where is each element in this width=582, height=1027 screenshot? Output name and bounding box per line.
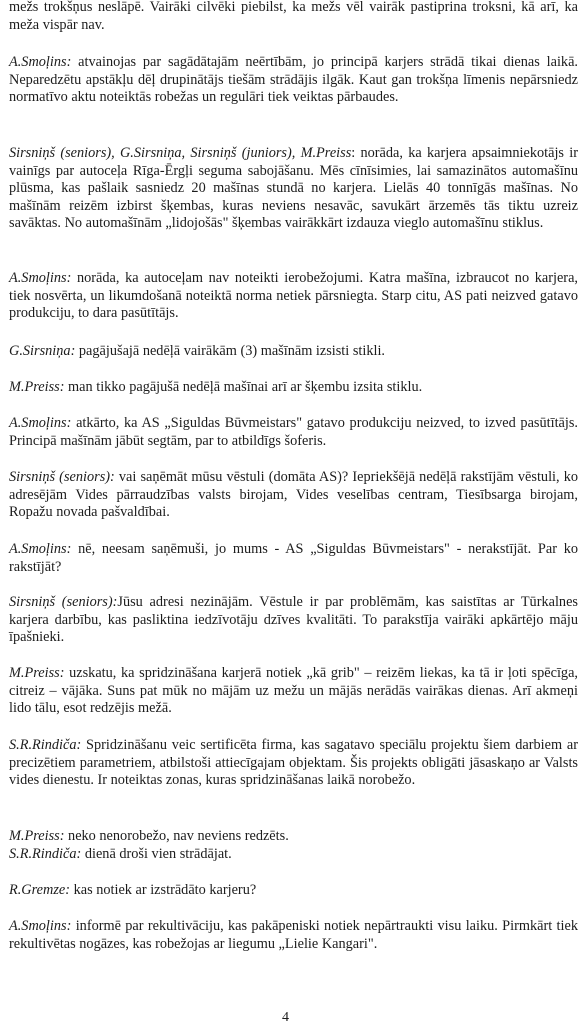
- speaker-name: S.R.Rindiča:: [9, 737, 82, 753]
- paragraph-7: [9, 415, 578, 450]
- paragraph-13: [9, 828, 578, 846]
- paragraph-text: man tikko pagājušā nedēļā mašīnai arī ar šķembu izsita stiklu.: [64, 379, 423, 395]
- paragraph-text: Spridzināšanu veic sertificēta firma, kas sagatavo speciālu projektu šiem darbiem ar precizētiem parametriem, atbilstoši attiecīgajam objektam. Šis projekts obligāti jāsaskaņo ar Valsts vides dienestu. Ir noteiktas zonas, kuras spridzināšanas laikā norobežo.: [9, 737, 578, 789]
- paragraph-16: [9, 918, 578, 953]
- speaker-name: A.Smoļins:: [9, 415, 72, 431]
- page-number: 4: [282, 1010, 289, 1025]
- paragraph-text: Jūsu adresi nezinājām. Vēstule ir par problēmām, kas saistītas ar Tūrkalnes karjera darbību, kas pasliktina iedzīvotāju dzīves kvalitāti. To parakstīja vairāki apkārtējo māju īpašnieki.: [9, 594, 578, 646]
- paragraph-text: mežs trokšņus neslāpē. Vairāki cilvēki piebilst, ka mežs vēl vairāk pastiprina troksni, kā arī, ka meža vispār nav.: [9, 0, 578, 33]
- paragraph-text: nē, neesam saņēmuši, jo mums - AS „Siguldas Būvmeistars" - nerakstījāt. Par ko rakstījāt?: [9, 541, 578, 575]
- paragraph-text: vai saņēmāt mūsu vēstuli (domāta AS)? Iepriekšējā nedēļā rakstījām vēstuli, ko adresējām Vides pārraudzības valsts birojam, Vides veselības centram, Tiesībsarga birojam, Ropažu novada pašvaldībai.: [9, 469, 578, 521]
- speaker-name: A.Smoļins:: [9, 541, 72, 557]
- speaker-name: G.Sirsniņa:: [9, 343, 76, 359]
- paragraph-3: [9, 145, 578, 233]
- paragraph-9: [9, 541, 578, 576]
- speaker-name: R.Gremze:: [9, 882, 71, 898]
- paragraph-text: atkārto, ka AS „Siguldas Būvmeistars" gatavo produkciju neizved, to izved pasūtītājs. Principā mašīnām jābūt segtām, par to atbildīgs šoferis.: [9, 415, 578, 449]
- paragraph-text: uzskatu, ka spridzināšana karjerā notiek „kā grib" – reizēm liekas, ka tā ir ļoti spēcīga, citreiz – vājāka. Suns pat mūk no mājām uz mežu un mājās nerādās vairākas dienas. Arī akmeņi lido tālu, esot redzējis mežā.: [9, 665, 578, 717]
- paragraph-8: [9, 469, 578, 522]
- paragraph-text: : norāda, ka karjera apsaimniekotājs ir vainīgs par autoceļa Rīga-Ērgļi seguma sabojāšanu. Mēs cīnīsimies, lai samazinātos automašīnu plūsma, kas pašlaik sasniedz 20 mašīnas stundā no karjera. Lielās 40 tonnīgās mašīnas. No mašīnām reizēm izbirst šķembas, kuras neviens nesavāc, savukārt ārzemēs tās tiktu uzreiz savāktas. No automašīnām „lidojošās" šķembas vairākkārt izdauza vieglo automašīnu stiklus.: [9, 145, 578, 232]
- speaker-name: S.R.Rindiča:: [9, 846, 82, 862]
- speaker-name: M.Preiss:: [9, 828, 65, 844]
- speaker-name: A.Smoļins:: [9, 54, 72, 70]
- paragraph-2: [9, 54, 578, 107]
- speaker-name: M.Preiss:: [9, 379, 65, 395]
- paragraph-1: [9, 0, 578, 34]
- paragraph-15: [9, 882, 578, 900]
- paragraph-12: [9, 737, 578, 790]
- speaker-name: A.Smoļins:: [9, 918, 72, 934]
- paragraph-text: atvainojas par sagādātajām neērtībām, jo principā karjers strādā tikai dienas laikā. Neparedzētu apstākļu dēļ drupinātājs tiešām strādājis ilgāk. Kaut gan trokšņa līmenis nepārsniedz normatīvo aktu noteiktās robežas un regulāri tiek veiktas pārbaudes.: [9, 54, 578, 106]
- speaker-name: A.Smoļins:: [9, 270, 72, 286]
- paragraph-text: kas notiek ar izstrādāto karjeru?: [70, 882, 257, 898]
- paragraph-text: neko nenorobežo, nav neviens redzēts.: [64, 828, 289, 844]
- paragraph-14: [9, 846, 578, 864]
- paragraph-text: norāda, ka autoceļam nav noteikti ierobežojumi. Katra mašīna, izbraucot no karjera, tiek nosvērta, un likumdošanā noteiktā norma netiek pārsniegta. Starp citu, AS pati neizved gatavo produkciju, to dara pasūtītājs.: [9, 270, 578, 322]
- paragraph-10: [9, 594, 578, 647]
- paragraph-text: dienā droši vien strādājat.: [81, 846, 232, 862]
- paragraph-5: [9, 343, 578, 361]
- speaker-name: Sirsniņš (seniors):: [9, 469, 115, 485]
- speaker-name: Sirsniņš (seniors):: [9, 594, 118, 610]
- speaker-name: M.Preiss:: [9, 665, 65, 681]
- paragraph-4: [9, 270, 578, 323]
- paragraph-text: informē par rekultivāciju, kas pakāpeniski notiek nepārtraukti visu laiku. Pirmkārt tiek rekultivētas nogāzes, kas robežojas ar liegumu „Lielie Kangari".: [9, 918, 578, 952]
- paragraph-6: [9, 379, 578, 397]
- paragraph-11: [9, 665, 578, 718]
- paragraph-text: pagājušajā nedēļā vairākām (3) mašīnām izsisti stikli.: [75, 343, 386, 359]
- speaker-name: Sirsniņš (seniors), G.Sirsniņa, Sirsniņš (juniors), M.Preiss: [9, 145, 352, 161]
